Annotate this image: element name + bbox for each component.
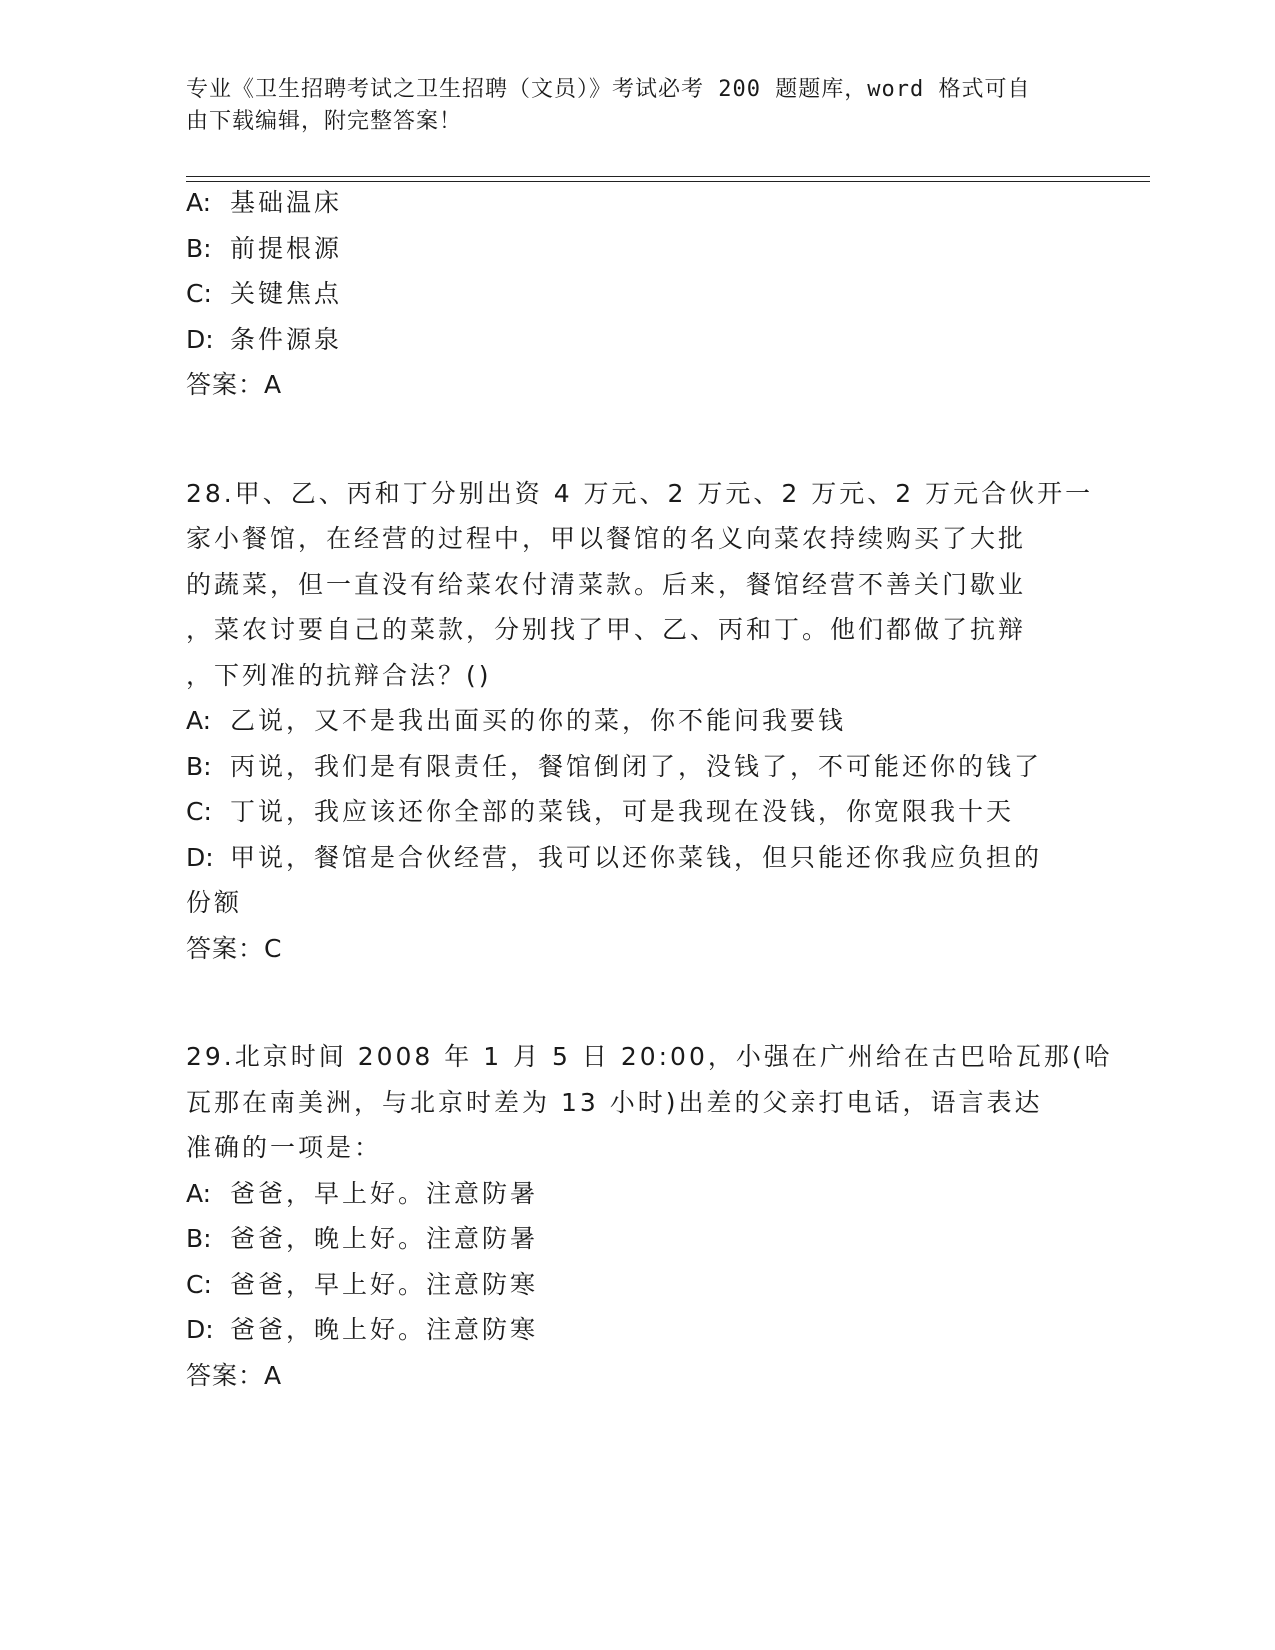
question-stem-line: 29.北京时间 2008 年 1 月 5 日 20:00，小强在广州给在古巴哈瓦那(哈 — [186, 1042, 1113, 1071]
option-text: 爸爸，晚上好。注意防寒 — [230, 1315, 539, 1344]
option-b — [186, 744, 1086, 790]
header-line-2: 由下载编辑，附完整答案！ — [186, 109, 463, 134]
option-d — [186, 1307, 1086, 1353]
option-b — [186, 1216, 1086, 1262]
option-label: B: — [186, 1224, 212, 1253]
option-text: 条件源泉 — [230, 324, 343, 354]
question-list — [186, 180, 1113, 1398]
option-label: D: — [186, 1315, 214, 1344]
question-28 — [186, 471, 1094, 972]
option-label: B: — [186, 751, 212, 781]
spacer — [186, 408, 1086, 471]
header-rule-top — [186, 176, 1150, 177]
question-stem-line: 家小餐馆，在经营的过程中，甲以餐馆的名义向菜农持续购买了大批 — [186, 524, 1027, 553]
option-label: C: — [186, 1269, 212, 1299]
question-stem-line: 28.甲、乙、丙和丁分别出资 4 万元、2 万元、2 万元、2 万元合伙开一 — [186, 478, 1094, 508]
option-d — [186, 317, 1086, 363]
option-label: C: — [186, 279, 212, 308]
question-27 — [186, 180, 1086, 408]
option-text: 爸爸，晚上好。注意防暑 — [230, 1224, 539, 1253]
option-b — [186, 226, 1086, 272]
answer: 答案：A — [186, 370, 283, 399]
option-c — [186, 271, 1086, 317]
option-text: 份额 — [186, 888, 243, 917]
document-header — [186, 74, 1066, 138]
option-label: A: — [186, 188, 212, 217]
answer: 答案：A — [186, 1360, 283, 1390]
question-stem-line: 准确的一项是： — [186, 1133, 383, 1162]
option-text: 甲说，餐馆是合伙经营，我可以还你菜钱，但只能还你我应负担的 — [230, 842, 1043, 872]
option-label: B: — [186, 233, 212, 263]
question-29 — [186, 1034, 1113, 1398]
option-label: A: — [186, 706, 212, 735]
spacer — [186, 971, 1086, 1034]
question-stem-line: 的蔬菜，但一直没有给菜农付清菜款。后来，餐馆经营不善关门歇业 — [186, 569, 1027, 599]
option-c — [186, 1262, 1086, 1308]
option-text: 爸爸，早上好。注意防暑 — [230, 1178, 539, 1208]
option-text: 乙说，又不是我出面买的你的菜，你不能问我要钱 — [230, 706, 847, 735]
option-d-continued — [186, 880, 1086, 926]
option-c — [186, 789, 1086, 835]
option-text: 丙说，我们是有限责任，餐馆倒闭了，没钱了，不可能还你的钱了 — [230, 751, 1043, 781]
option-text: 爸爸，早上好。注意防寒 — [230, 1269, 539, 1299]
option-a — [186, 180, 1086, 226]
option-label: D: — [186, 842, 214, 872]
option-label: C: — [186, 797, 212, 826]
question-stem-line: ，下列准的抗辩合法？() — [186, 660, 492, 690]
option-d — [186, 835, 1086, 881]
option-text: 丁说，我应该还你全部的菜钱，可是我现在没钱，你宽限我十天 — [230, 797, 1015, 826]
option-text: 前提根源 — [230, 233, 343, 263]
option-text: 基础温床 — [230, 188, 343, 217]
option-label: A: — [186, 1178, 212, 1208]
option-text: 关键焦点 — [230, 279, 343, 308]
option-a — [186, 698, 1086, 744]
question-stem-line: 瓦那在南美洲，与北京时差为 13 小时)出差的父亲打电话，语言表达 — [186, 1087, 1043, 1117]
answer: 答案：C — [186, 933, 283, 963]
header-line-1: 专业《卫生招聘考试之卫生招聘（文员）》考试必考 200 题题库，word 格式可自 — [186, 77, 1031, 102]
question-stem-line: ，菜农讨要自己的菜款，分别找了甲、乙、丙和丁。他们都做了抗辩 — [186, 615, 1027, 644]
option-a — [186, 1171, 1086, 1217]
option-label: D: — [186, 324, 214, 354]
